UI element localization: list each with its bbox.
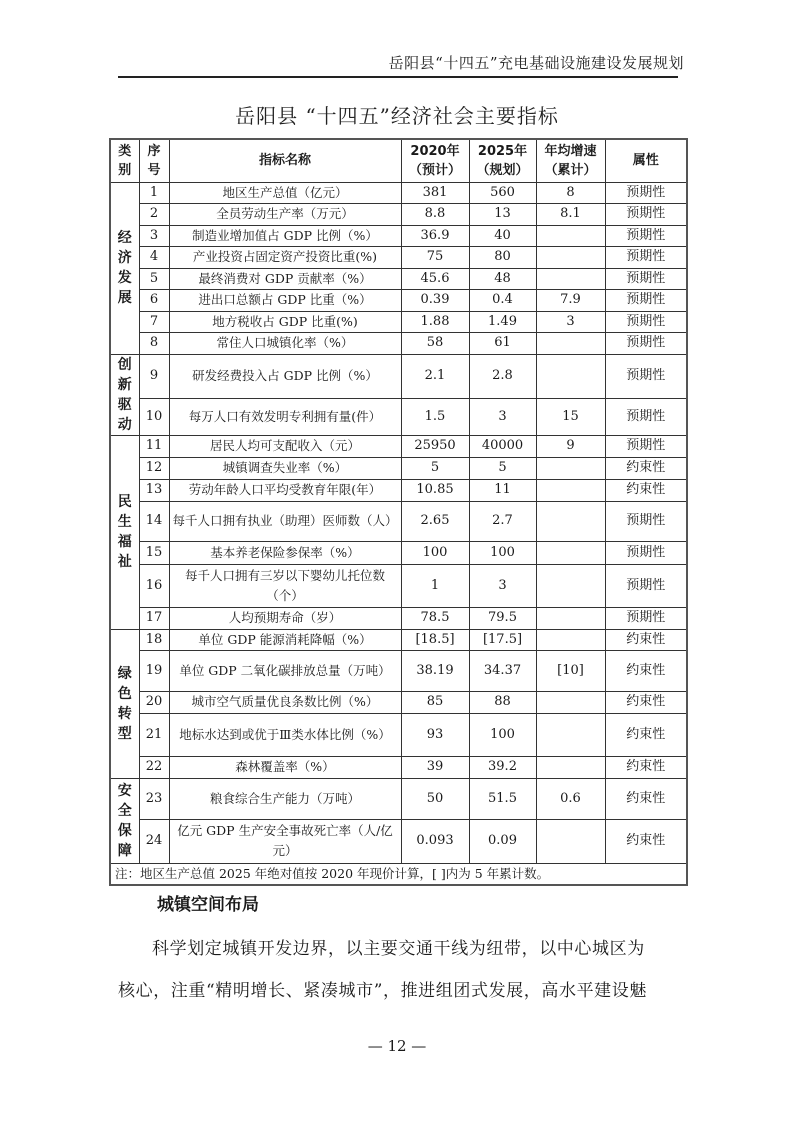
value-2020-cell: 78.5 [401,607,469,629]
table-row [110,435,687,457]
value-2020-cell: 25950 [401,435,469,457]
value-2025-cell: 100 [469,713,536,756]
attribute-cell: 预期性 [605,182,687,203]
attribute-cell: 约束性 [605,691,687,713]
growth-cell [536,225,605,246]
growth-cell [536,564,605,607]
attribute-cell: 预期性 [605,435,687,457]
table-note-row [110,863,687,885]
attribute-cell: 预期性 [605,225,687,246]
attribute-cell: 预期性 [605,203,687,225]
table-row [110,713,687,756]
table-row [110,203,687,225]
seq-cell: 18 [139,629,169,650]
indicator-name-cell: 森林覆盖率（%） [169,756,401,778]
header-growth: 年均增速（累计） [536,139,605,182]
value-2025-cell: 2.8 [469,354,536,398]
growth-cell [536,691,605,713]
running-header: 岳阳县“十四五”充电基础设施建设发展规划 [388,54,684,72]
seq-cell: 2 [139,203,169,225]
header-row [110,139,687,182]
seq-cell: 8 [139,332,169,354]
header-2025: 2025年（规划） [469,139,536,182]
value-2020-cell: 5 [401,457,469,479]
seq-cell: 24 [139,819,169,863]
seq-cell: 12 [139,457,169,479]
growth-cell [536,756,605,778]
value-2020-cell: 1.5 [401,398,469,435]
value-2020-cell: 36.9 [401,225,469,246]
table-row [110,457,687,479]
table-row [110,541,687,564]
value-2020-cell: 0.093 [401,819,469,863]
value-2020-cell: 50 [401,778,469,819]
value-2025-cell: 560 [469,182,536,203]
table-row [110,354,687,398]
value-2025-cell: 34.37 [469,650,536,691]
value-2020-cell: 10.85 [401,479,469,501]
table-row [110,289,687,311]
indicator-name-cell: 制造业增加值占 GDP 比例（%） [169,225,401,246]
attribute-cell: 约束性 [605,819,687,863]
seq-cell: 13 [139,479,169,501]
growth-cell [536,479,605,501]
indicator-name-cell: 地方税收占 GDP 比重(%) [169,311,401,332]
indicator-name-cell: 每万人口有效发明专利拥有量(件） [169,398,401,435]
category-cell: 民生福祉 [110,435,139,629]
seq-cell: 11 [139,435,169,457]
seq-cell: 6 [139,289,169,311]
indicator-name-cell: 单位 GDP 二氧化碳排放总量（万吨） [169,650,401,691]
growth-cell: 15 [536,398,605,435]
growth-cell [536,501,605,541]
attribute-cell: 约束性 [605,629,687,650]
value-2025-cell: 3 [469,398,536,435]
header-2020: 2020年（预计） [401,139,469,182]
value-2020-cell: 2.65 [401,501,469,541]
attribute-cell: 预期性 [605,541,687,564]
indicator-name-cell: 地区生产总值（亿元） [169,182,401,203]
indicator-name-cell: 粮食综合生产能力（万吨） [169,778,401,819]
value-2025-cell: 3 [469,564,536,607]
attribute-cell: 约束性 [605,778,687,819]
table-row [110,629,687,650]
growth-cell: 8.1 [536,203,605,225]
indicator-name-cell: 最终消费对 GDP 贡献率（%） [169,268,401,289]
value-2020-cell: 1.88 [401,311,469,332]
page-number: — 12 — [367,1037,427,1055]
attribute-cell: 约束性 [605,457,687,479]
header-name: 指标名称 [169,139,401,182]
attribute-cell: 预期性 [605,332,687,354]
value-2025-cell: 48 [469,268,536,289]
value-2025-cell: 79.5 [469,607,536,629]
value-2020-cell: 45.6 [401,268,469,289]
growth-cell: [10] [536,650,605,691]
seq-cell: 9 [139,354,169,398]
value-2025-cell: 39.2 [469,756,536,778]
attribute-cell: 约束性 [605,713,687,756]
table-row [110,756,687,778]
seq-cell: 4 [139,246,169,268]
table-row [110,564,687,607]
indicator-name-cell: 常住人口城镇化率（%） [169,332,401,354]
value-2025-cell: 100 [469,541,536,564]
attribute-cell: 预期性 [605,501,687,541]
table-body [110,182,687,863]
seq-cell: 15 [139,541,169,564]
table-row [110,650,687,691]
table-title: 岳阳县 “十四五”经济社会主要指标 [235,104,559,128]
growth-cell [536,354,605,398]
growth-cell [536,332,605,354]
table-row [110,182,687,203]
growth-cell [536,629,605,650]
value-2020-cell: 0.39 [401,289,469,311]
indicator-name-cell: 城镇调查失业率（%） [169,457,401,479]
indicator-name-cell: 每千人口拥有执业（助理）医师数（人） [169,501,401,541]
seq-cell: 17 [139,607,169,629]
value-2025-cell: 0.09 [469,819,536,863]
value-2025-cell: 40000 [469,435,536,457]
indicator-name-cell: 亿元 GDP 生产安全事故死亡率（人/亿元） [169,819,401,863]
growth-cell [536,713,605,756]
growth-cell [536,246,605,268]
attribute-cell: 预期性 [605,564,687,607]
table-row [110,311,687,332]
seq-cell: 23 [139,778,169,819]
value-2020-cell: 38.19 [401,650,469,691]
growth-cell [536,607,605,629]
table-note: 注：地区生产总值 2025 年绝对值按 2020 年现价计算，[ ]内为 5 年累计数。 [110,863,687,885]
value-2025-cell: 2.7 [469,501,536,541]
indicator-name-cell: 每千人口拥有三岁以下婴幼儿托位数（个） [169,564,401,607]
header-rule [118,76,678,78]
indicator-name-cell: 人均预期寿命（岁） [169,607,401,629]
seq-cell: 5 [139,268,169,289]
table-row [110,819,687,863]
value-2025-cell: 40 [469,225,536,246]
value-2020-cell: 85 [401,691,469,713]
table-row [110,501,687,541]
growth-cell: 8 [536,182,605,203]
value-2020-cell: 39 [401,756,469,778]
seq-cell: 10 [139,398,169,435]
growth-cell [536,819,605,863]
attribute-cell: 约束性 [605,650,687,691]
attribute-cell: 预期性 [605,354,687,398]
value-2025-cell: 61 [469,332,536,354]
growth-cell [536,268,605,289]
growth-cell [536,541,605,564]
header-category: 类别 [110,139,139,182]
value-2025-cell: 11 [469,479,536,501]
growth-cell: 7.9 [536,289,605,311]
table-row [110,691,687,713]
attribute-cell: 约束性 [605,756,687,778]
indicators-table [109,138,688,886]
table-row [110,246,687,268]
value-2025-cell: 0.4 [469,289,536,311]
table-row [110,268,687,289]
indicator-name-cell: 劳动年龄人口平均受教育年限(年） [169,479,401,501]
seq-cell: 14 [139,501,169,541]
indicator-name-cell: 地标水达到或优于Ⅲ类水体比例（%） [169,713,401,756]
seq-cell: 1 [139,182,169,203]
indicator-name-cell: 基本养老保险参保率（%） [169,541,401,564]
growth-cell: 0.6 [536,778,605,819]
attribute-cell: 预期性 [605,246,687,268]
indicator-name-cell: 单位 GDP 能源消耗降幅（%） [169,629,401,650]
attribute-cell: 预期性 [605,398,687,435]
header-seq: 序号 [139,139,169,182]
table-row [110,479,687,501]
seq-cell: 19 [139,650,169,691]
growth-cell: 3 [536,311,605,332]
table-row [110,332,687,354]
value-2020-cell: 8.8 [401,203,469,225]
value-2020-cell: 58 [401,332,469,354]
attribute-cell: 预期性 [605,311,687,332]
seq-cell: 7 [139,311,169,332]
value-2020-cell: 100 [401,541,469,564]
indicator-name-cell: 全员劳动生产率（万元） [169,203,401,225]
seq-cell: 22 [139,756,169,778]
table-row [110,225,687,246]
category-cell: 绿色转型 [110,629,139,778]
indicator-name-cell: 进出口总额占 GDP 比重（%） [169,289,401,311]
section-heading: 城镇空间布局 [157,895,259,915]
indicator-name-cell: 城市空气质量优良条数比例（%） [169,691,401,713]
category-cell: 创新驱动 [110,354,139,435]
seq-cell: 3 [139,225,169,246]
category-cell: 经济发展 [110,182,139,354]
attribute-cell: 预期性 [605,268,687,289]
value-2020-cell: 93 [401,713,469,756]
value-2025-cell: 51.5 [469,778,536,819]
value-2020-cell: [18.5] [401,629,469,650]
value-2020-cell: 1 [401,564,469,607]
header-attribute: 属性 [605,139,687,182]
attribute-cell: 预期性 [605,289,687,311]
value-2025-cell: [17.5] [469,629,536,650]
indicator-name-cell: 产业投资占固定资产投资比重(%) [169,246,401,268]
value-2020-cell: 75 [401,246,469,268]
paragraph-line-1: 科学划定城镇开发边界，以主要交通干线为纽带，以中心城区为 [152,939,645,959]
indicator-name-cell: 研发经费投入占 GDP 比例（%） [169,354,401,398]
attribute-cell: 预期性 [605,607,687,629]
value-2025-cell: 88 [469,691,536,713]
value-2020-cell: 2.1 [401,354,469,398]
growth-cell [536,457,605,479]
category-cell: 安全保障 [110,778,139,863]
seq-cell: 16 [139,564,169,607]
table-row [110,778,687,819]
paragraph-line-2: 核心，注重“精明增长、紧凑城市”，推进组团式发展，高水平建设魅 [118,981,647,1001]
growth-cell: 9 [536,435,605,457]
value-2025-cell: 1.49 [469,311,536,332]
value-2025-cell: 13 [469,203,536,225]
seq-cell: 20 [139,691,169,713]
value-2025-cell: 80 [469,246,536,268]
seq-cell: 21 [139,713,169,756]
indicator-name-cell: 居民人均可支配收入（元） [169,435,401,457]
value-2025-cell: 5 [469,457,536,479]
value-2020-cell: 381 [401,182,469,203]
table-row [110,398,687,435]
table-row [110,607,687,629]
attribute-cell: 约束性 [605,479,687,501]
